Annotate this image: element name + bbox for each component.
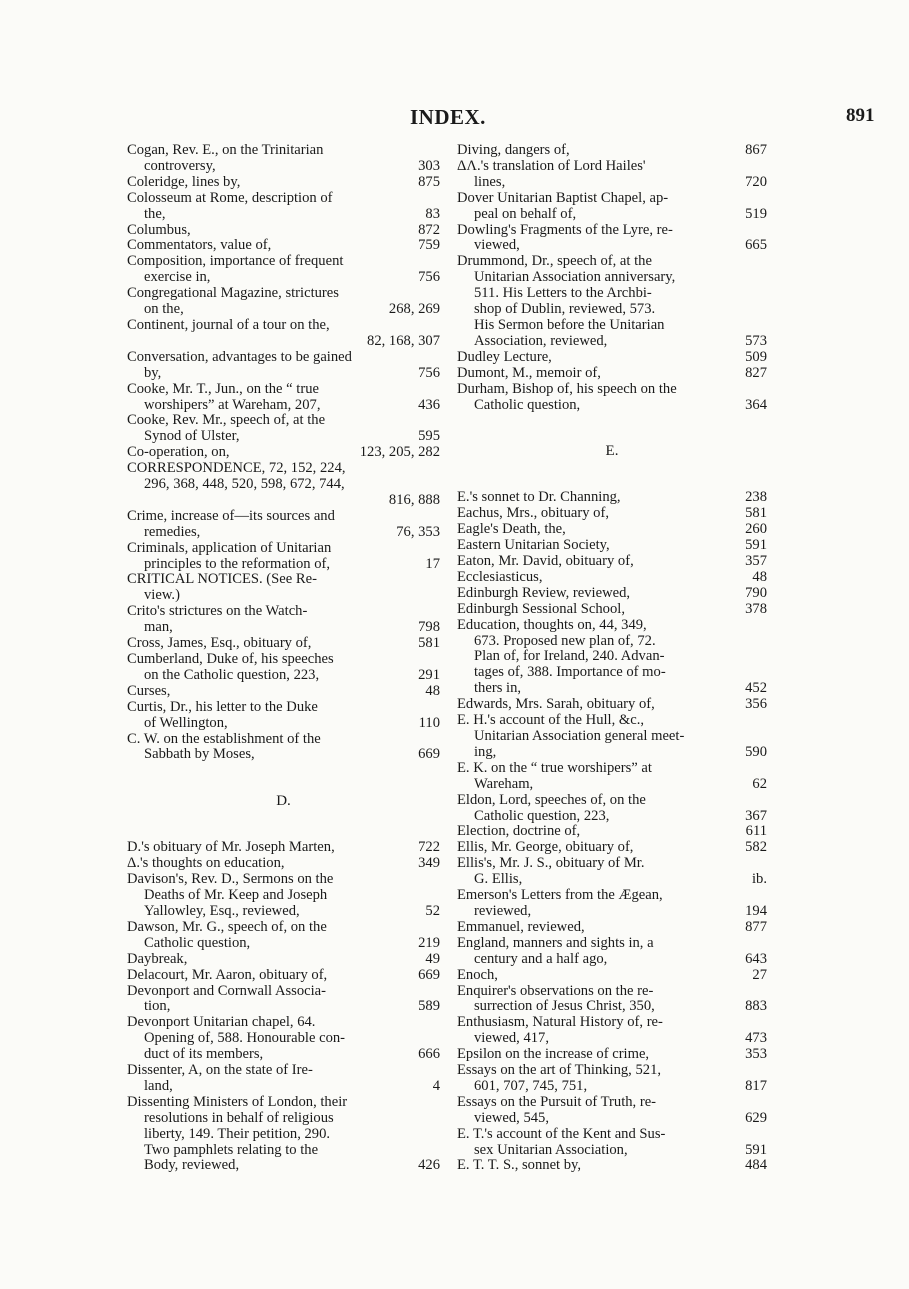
entry-text: Drummond, Dr., speech of, at the	[457, 253, 652, 270]
entry-text: Dowling's Fragments of the Lyre, re-	[457, 221, 673, 238]
index-entry	[127, 920, 440, 952]
page-header	[0, 105, 909, 135]
index-entry	[127, 856, 440, 872]
index-entry	[127, 968, 440, 984]
entry-text: Deaths of Mr. Keep and Joseph	[144, 887, 328, 904]
index-entry	[457, 159, 767, 191]
page-reference: 591	[745, 537, 767, 554]
index-entry	[457, 984, 767, 1016]
entry-text: Edwards, Mrs. Sarah, obituary of,	[457, 696, 655, 713]
index-entry	[457, 697, 767, 713]
entry-text: Unitarian Association anniversary,	[474, 269, 676, 286]
entry-text: Congregational Magazine, strictures	[127, 285, 339, 302]
page-reference: 590	[745, 743, 767, 760]
index-entry	[457, 856, 767, 888]
index-entry	[127, 700, 440, 732]
index-entry	[127, 461, 440, 509]
entry-text: Conversation, advantages to be gained	[127, 348, 352, 365]
page-reference: 827	[745, 364, 767, 381]
index-entry	[457, 1015, 767, 1047]
entry-text: surrection of Jesus Christ, 350,	[474, 998, 655, 1015]
entry-text: CORRESPONDENCE, 72, 152, 224,	[127, 460, 346, 477]
entry-text: land,	[144, 1077, 173, 1094]
entry-text: Ellis, Mr. George, obituary of,	[457, 839, 634, 856]
index-entry	[457, 254, 767, 349]
page-reference: 581	[745, 505, 767, 522]
entry-text: by,	[144, 364, 162, 381]
index-entry	[127, 732, 440, 764]
entry-text: Dover Unitarian Baptist Chapel, ap-	[457, 189, 669, 206]
entry-text: century and a half ago,	[474, 950, 608, 967]
page-reference: 816, 888	[388, 491, 440, 508]
page-reference: 110	[418, 714, 440, 731]
entry-text: Unitarian Association general meet-	[474, 728, 685, 744]
entry-text: duct of its members,	[144, 1046, 264, 1063]
index-entry	[457, 1095, 767, 1127]
entry-text: viewed, 545,	[474, 1109, 549, 1126]
entry-text: Edinburgh Sessional School,	[457, 600, 625, 617]
index-entry	[457, 586, 767, 602]
index-entry	[457, 1047, 767, 1063]
entry-text: Delacourt, Mr. Aaron, obituary of,	[127, 966, 328, 983]
page-reference: 872	[418, 221, 440, 238]
index-entry	[127, 318, 440, 350]
page-reference: 611	[745, 823, 767, 840]
entry-text: Diving, dangers of,	[457, 142, 570, 158]
entry-text: His Sermon before the Unitarian	[474, 316, 665, 333]
entry-text: Colosseum at Rome, description of	[127, 189, 333, 206]
entry-text: Edinburgh Review, reviewed,	[457, 584, 631, 601]
index-column-right	[457, 143, 767, 1174]
entry-text: Crime, increase of—its sources and	[127, 507, 335, 524]
page-reference: 484	[745, 1157, 767, 1174]
index-entry	[457, 143, 767, 159]
entry-text: Δ.'s thoughts on education,	[127, 855, 285, 872]
entry-text: Two pamphlets relating to the	[144, 1141, 319, 1158]
entry-text: Dudley Lecture,	[457, 348, 552, 365]
page-reference: 364	[745, 396, 767, 413]
entry-text: Essays on the art of Thinking, 521,	[457, 1062, 662, 1079]
entry-text: Cross, James, Esq., obituary of,	[127, 635, 312, 652]
entry-text: view.)	[144, 587, 180, 604]
page-reference: 877	[745, 918, 767, 935]
entry-text: viewed,	[474, 237, 520, 254]
entry-text: shop of Dublin, reviewed, 573.	[474, 301, 656, 318]
page-reference: 519	[745, 205, 767, 222]
page-reference: 509	[745, 348, 767, 365]
entry-text: Election, doctrine of,	[457, 823, 581, 840]
entry-text: Epsilon on the increase of crime,	[457, 1046, 650, 1063]
page-reference: 436	[418, 396, 440, 413]
index-entry	[127, 604, 440, 636]
index-entry	[457, 1127, 767, 1159]
entry-text: Wareham,	[474, 775, 534, 792]
entry-text: Cooke, Rev. Mr., speech of, at the	[127, 412, 326, 429]
entry-text: D.'s obituary of Mr. Joseph Marten,	[127, 839, 335, 856]
page-reference: 82, 168, 307	[367, 332, 440, 349]
index-entry	[457, 920, 767, 936]
page-reference: 720	[745, 173, 767, 190]
entry-text: peal on behalf of,	[474, 205, 577, 222]
entry-text: G. Ellis,	[474, 871, 523, 888]
entry-text: Devonport Unitarian chapel, 64.	[127, 1014, 316, 1031]
page-reference: 27	[752, 966, 767, 983]
index-entry	[127, 872, 440, 920]
page-reference: 665	[745, 237, 767, 254]
entry-text: 673. Proposed new plan of, 72.	[474, 632, 656, 649]
entry-text: Cumberland, Duke of, his speeches	[127, 651, 334, 667]
entry-text: E. T. T. S., sonnet by,	[457, 1157, 582, 1174]
index-entry	[457, 713, 767, 761]
page-reference: 52	[425, 902, 440, 919]
index-entry	[457, 1158, 767, 1174]
page-reference: 356	[745, 696, 767, 713]
entry-text: Association, reviewed,	[474, 332, 608, 349]
index-entry	[127, 636, 440, 652]
index-entry	[457, 793, 767, 825]
page-reference: 756	[418, 269, 440, 286]
entry-text: Essays on the Pursuit of Truth, re-	[457, 1093, 657, 1110]
page-reference: 303	[418, 157, 440, 174]
index-entry	[127, 286, 440, 318]
entry-text	[144, 493, 385, 509]
entry-text: Eaton, Mr. David, obituary of,	[457, 553, 634, 570]
page-reference: 589	[418, 998, 440, 1015]
page-reference: 62	[752, 775, 767, 792]
entry-text: 601, 707, 745, 751,	[474, 1077, 588, 1094]
index-entry	[457, 570, 767, 586]
entry-text: lines,	[474, 173, 506, 190]
index-entry	[127, 1063, 440, 1095]
page-reference: 17	[425, 555, 440, 572]
entry-text: tion,	[144, 998, 171, 1015]
entry-text: Enthusiasm, Natural History of, re-	[457, 1014, 663, 1031]
index-entry	[457, 824, 767, 840]
index-entry	[457, 968, 767, 984]
entry-text: C. W. on the establishment of the	[127, 730, 321, 747]
page-number: 891	[846, 105, 875, 126]
entry-text: remedies,	[144, 523, 201, 540]
entry-text: Co-operation, on,	[127, 444, 230, 461]
page-reference: 643	[745, 950, 767, 967]
entry-text: Eldon, Lord, speeches of, on the	[457, 791, 646, 808]
entry-text: E. K. on the “ true worshipers” at	[457, 759, 652, 776]
page-reference: 194	[745, 902, 767, 919]
entry-text: 511. His Letters to the Archbi-	[474, 285, 652, 302]
entry-text: Durham, Bishop of, his speech on the	[457, 380, 677, 397]
index-entry	[127, 445, 440, 461]
page-reference: 591	[745, 1141, 767, 1158]
page-reference: 4	[432, 1077, 440, 1094]
page-reference: 669	[418, 966, 440, 983]
index-entry	[457, 840, 767, 856]
index-entry	[457, 936, 767, 968]
page-reference: 573	[745, 332, 767, 349]
page-reference: 49	[425, 950, 440, 967]
page-reference: 268, 269	[388, 301, 440, 318]
entry-text: E.'s sonnet to Dr. Channing,	[457, 489, 621, 506]
page-reference: 798	[418, 619, 440, 636]
page-reference: 669	[418, 746, 440, 763]
index-entry	[127, 684, 440, 700]
index-entry	[457, 888, 767, 920]
entry-text: Dumont, M., memoir of,	[457, 364, 601, 381]
entry-text: Emmanuel, reviewed,	[457, 918, 585, 935]
index-entry	[457, 1063, 767, 1095]
page-reference: 357	[745, 553, 767, 570]
entry-text: Opening of, 588. Honourable con-	[144, 1030, 346, 1047]
entry-text: CRITICAL NOTICES. (See Re-	[127, 571, 317, 588]
index-entry	[457, 490, 767, 506]
entry-text: of Wellington,	[144, 714, 228, 731]
entry-text: on the,	[144, 301, 184, 318]
entry-text: controversy,	[144, 157, 216, 174]
page-reference: 123, 205, 282	[359, 444, 440, 461]
page-title: INDEX.	[410, 105, 486, 129]
index-entry	[127, 238, 440, 254]
entry-text: Plan of, for Ireland, 240. Advan-	[474, 648, 665, 665]
section-heading: D.	[276, 793, 291, 810]
index-entry	[127, 509, 440, 541]
entry-text: worshipers” at Wareham, 207,	[144, 396, 321, 413]
entry-text: Composition, importance of frequent	[127, 253, 344, 270]
entry-text: Coleridge, lines by,	[127, 173, 241, 190]
page-reference: 426	[418, 1157, 440, 1174]
index-entry	[127, 413, 440, 445]
index-entry	[457, 761, 767, 793]
page-reference: 473	[745, 1030, 767, 1047]
entry-text: Eagle's Death, the,	[457, 521, 566, 538]
index-entry	[457, 522, 767, 538]
page-reference: 219	[418, 934, 440, 951]
entry-text: Columbus,	[127, 221, 191, 238]
index-entry	[127, 984, 440, 1016]
page-reference: 595	[418, 428, 440, 445]
index-entry	[457, 554, 767, 570]
entry-text: England, manners and sights in, a	[457, 934, 654, 951]
index-column-left	[127, 143, 440, 1174]
page-reference: 582	[745, 839, 767, 856]
index-entry	[127, 1015, 440, 1063]
entry-text: Synod of Ulster,	[144, 428, 240, 445]
entry-text: Eachus, Mrs., obituary of,	[457, 505, 609, 522]
page-reference: 629	[745, 1109, 767, 1126]
entry-text: thers in,	[474, 680, 522, 697]
index-entry	[127, 840, 440, 856]
page-reference: 291	[418, 666, 440, 683]
entry-text: Sabbath by Moses,	[144, 746, 255, 763]
entry-text: resolutions in behalf of religious	[144, 1109, 334, 1126]
page-reference: 238	[745, 489, 767, 506]
index-entry	[127, 382, 440, 414]
entry-text: Criminals, application of Unitarian	[127, 539, 332, 556]
entry-text: on the Catholic question, 223,	[144, 666, 320, 683]
entry-text: exercise in,	[144, 269, 211, 286]
entry-text: Ellis's, Mr. J. S., obituary of Mr.	[457, 855, 645, 872]
page-reference: 349	[418, 855, 440, 872]
index-entry	[127, 223, 440, 239]
section-heading: E.	[605, 443, 619, 460]
entry-text: Body, reviewed,	[144, 1157, 240, 1174]
index-entry	[457, 602, 767, 618]
index-entry	[457, 223, 767, 255]
index-entry	[457, 382, 767, 414]
entry-text: Devonport and Cornwall Associa-	[127, 982, 327, 999]
entry-text: 296, 368, 448, 520, 598, 672, 744,	[144, 476, 345, 493]
entry-text: Cooke, Mr. T., Jun., on the “ true	[127, 380, 319, 397]
index-entry	[127, 350, 440, 382]
entry-text: ΔΛ.'s translation of Lord Hailes'	[457, 157, 646, 174]
page-reference: 817	[745, 1077, 767, 1094]
entry-text: Continent, journal of a tour on the,	[127, 316, 330, 333]
page-reference: ib.	[752, 871, 767, 888]
index-entry	[127, 143, 440, 175]
page-reference: 48	[752, 568, 767, 585]
index-entry	[457, 538, 767, 554]
page-reference: 83	[425, 205, 440, 222]
entry-text: Enquirer's observations on the re-	[457, 982, 654, 999]
entry-text: Curses,	[127, 682, 171, 699]
entry-text: Curtis, Dr., his letter to the Duke	[127, 698, 318, 715]
entry-text: Crito's strictures on the Watch-	[127, 603, 308, 620]
page-reference: 790	[745, 584, 767, 601]
page-reference: 883	[745, 998, 767, 1015]
index-entry	[127, 175, 440, 191]
entry-text: Eastern Unitarian Society,	[457, 537, 610, 554]
entry-text: Daybreak,	[127, 950, 188, 967]
entry-text: Dissenter, A, on the state of Ire-	[127, 1062, 313, 1079]
entry-text: ing,	[474, 743, 497, 760]
entry-text: tages of, 388. Importance of mo-	[474, 664, 666, 681]
index-entry	[457, 506, 767, 522]
page-reference: 353	[745, 1046, 767, 1063]
index-entry	[127, 191, 440, 223]
page-reference: 875	[418, 173, 440, 190]
page-reference: 378	[745, 600, 767, 617]
index-entry	[127, 1095, 440, 1175]
entry-text: sex Unitarian Association,	[474, 1141, 628, 1158]
page-reference: 867	[745, 142, 767, 158]
index-entry	[457, 191, 767, 223]
entry-text: reviewed,	[474, 902, 532, 919]
entry-text: Education, thoughts on, 44, 349,	[457, 616, 647, 633]
page-reference: 722	[418, 839, 440, 856]
entry-text: Enoch,	[457, 966, 498, 983]
entry-text: Ecclesiasticus,	[457, 568, 543, 585]
index-entry	[457, 350, 767, 366]
page-reference: 367	[745, 807, 767, 824]
entry-text: man,	[144, 619, 173, 636]
page-reference: 48	[425, 682, 440, 699]
page-reference: 581	[418, 635, 440, 652]
entry-text: liberty, 149. Their petition, 290.	[144, 1125, 331, 1142]
entry-text: Yallowley, Esq., reviewed,	[144, 902, 300, 919]
entry-text: Cogan, Rev. E., on the Trinitarian	[127, 142, 324, 158]
entry-text: Dissenting Ministers of London, their	[127, 1093, 348, 1110]
entry-text: principles to the reformation of,	[144, 555, 331, 572]
entry-text: the,	[144, 205, 166, 222]
index-entry	[127, 572, 440, 604]
entry-text: Catholic question,	[144, 934, 251, 951]
index-entry	[457, 618, 767, 698]
index-entry	[127, 952, 440, 968]
page-reference: 452	[745, 680, 767, 697]
page-reference: 76, 353	[396, 523, 440, 540]
entry-text: E. H.'s account of the Hull, &c.,	[457, 712, 645, 729]
page-reference: 759	[418, 237, 440, 254]
entry-text: Catholic question, 223,	[474, 807, 610, 824]
index-entry	[127, 652, 440, 684]
entry-text: Dawson, Mr. G., speech of, on the	[127, 918, 327, 935]
index-entry	[127, 254, 440, 286]
page-reference: 666	[418, 1046, 440, 1063]
entry-text: E. T.'s account of the Kent and Sus-	[457, 1125, 666, 1142]
entry-text: viewed, 417,	[474, 1030, 549, 1047]
page-reference: 260	[745, 521, 767, 538]
entry-text: Catholic question,	[474, 396, 581, 413]
index-entry	[457, 366, 767, 382]
page-reference: 756	[418, 364, 440, 381]
entry-text: Davison's, Rev. D., Sermons on the	[127, 871, 334, 888]
entry-text	[144, 334, 363, 350]
entry-text: Emerson's Letters from the Ægean,	[457, 887, 663, 904]
entry-text: Commentators, value of,	[127, 237, 272, 254]
index-entry	[127, 541, 440, 573]
